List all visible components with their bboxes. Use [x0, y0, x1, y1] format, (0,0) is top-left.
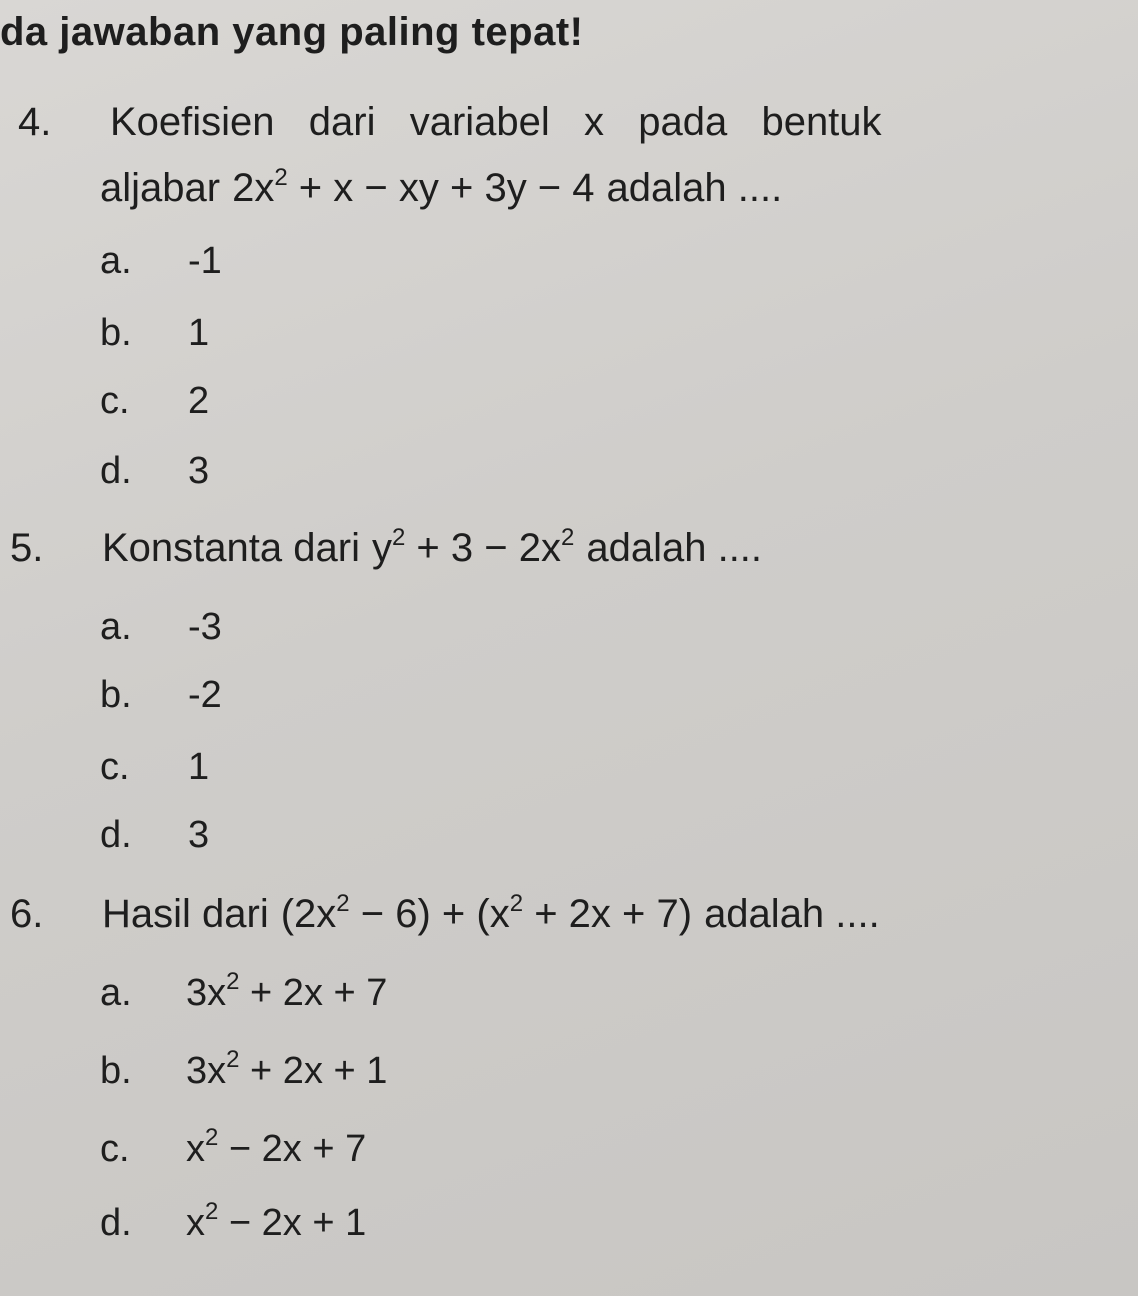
- question-6-text-prefix: Hasil dari: [102, 892, 269, 936]
- question-5-expression: $y^2 + 3 - 2x^2$: [371, 524, 575, 570]
- question-4-option-b: b. 1: [100, 312, 210, 354]
- question-6-expression: $(2x^2 - 6) + (x^2 + 2x + 7)$: [280, 890, 693, 936]
- question-6-option-d: d. $x^2 - 2x + 1$: [100, 1198, 367, 1244]
- question-4-suffix: adalah ....: [606, 166, 783, 210]
- question-4-expression: $2x^2 + x$ − xy + 3y − 4: [232, 164, 595, 210]
- question-4-text: Koefisien dari variabel x pada bentuk: [110, 100, 882, 144]
- question-6-number: 6.: [10, 892, 44, 936]
- question-6-option-a: a. $3x^2 + 2x + 7$: [100, 968, 388, 1014]
- question-5-option-a: a. -3: [100, 606, 222, 648]
- question-5-option-d: d. 3: [100, 814, 210, 856]
- question-6-option-b: b. $3x^2 + 2x + 1$: [100, 1046, 388, 1092]
- question-6-suffix: adalah ....: [704, 892, 880, 936]
- question-6-line: [10, 892, 880, 937]
- question-5-option-b: b. -2: [100, 674, 222, 716]
- question-4-text-prefix: aljabar: [100, 166, 221, 210]
- question-4-line-1: [18, 100, 882, 145]
- question-4-option-a: a. -1: [100, 240, 222, 282]
- question-4-line-2: [100, 166, 782, 211]
- question-5-line: [10, 526, 762, 571]
- question-5-suffix: adalah ....: [586, 526, 763, 570]
- question-4-option-d: d. 3: [100, 450, 210, 492]
- question-4-number: 4.: [18, 100, 52, 144]
- question-4-option-c: c. 2: [100, 380, 210, 422]
- question-6-option-c: c. $x^2 - 2x + 7$: [100, 1124, 367, 1170]
- question-5-number: 5.: [10, 526, 44, 570]
- question-5-option-c: c. 1: [100, 746, 210, 788]
- instruction-heading: da jawaban yang paling tepat!: [0, 10, 584, 54]
- question-5-text-prefix: Konstanta dari: [102, 526, 360, 570]
